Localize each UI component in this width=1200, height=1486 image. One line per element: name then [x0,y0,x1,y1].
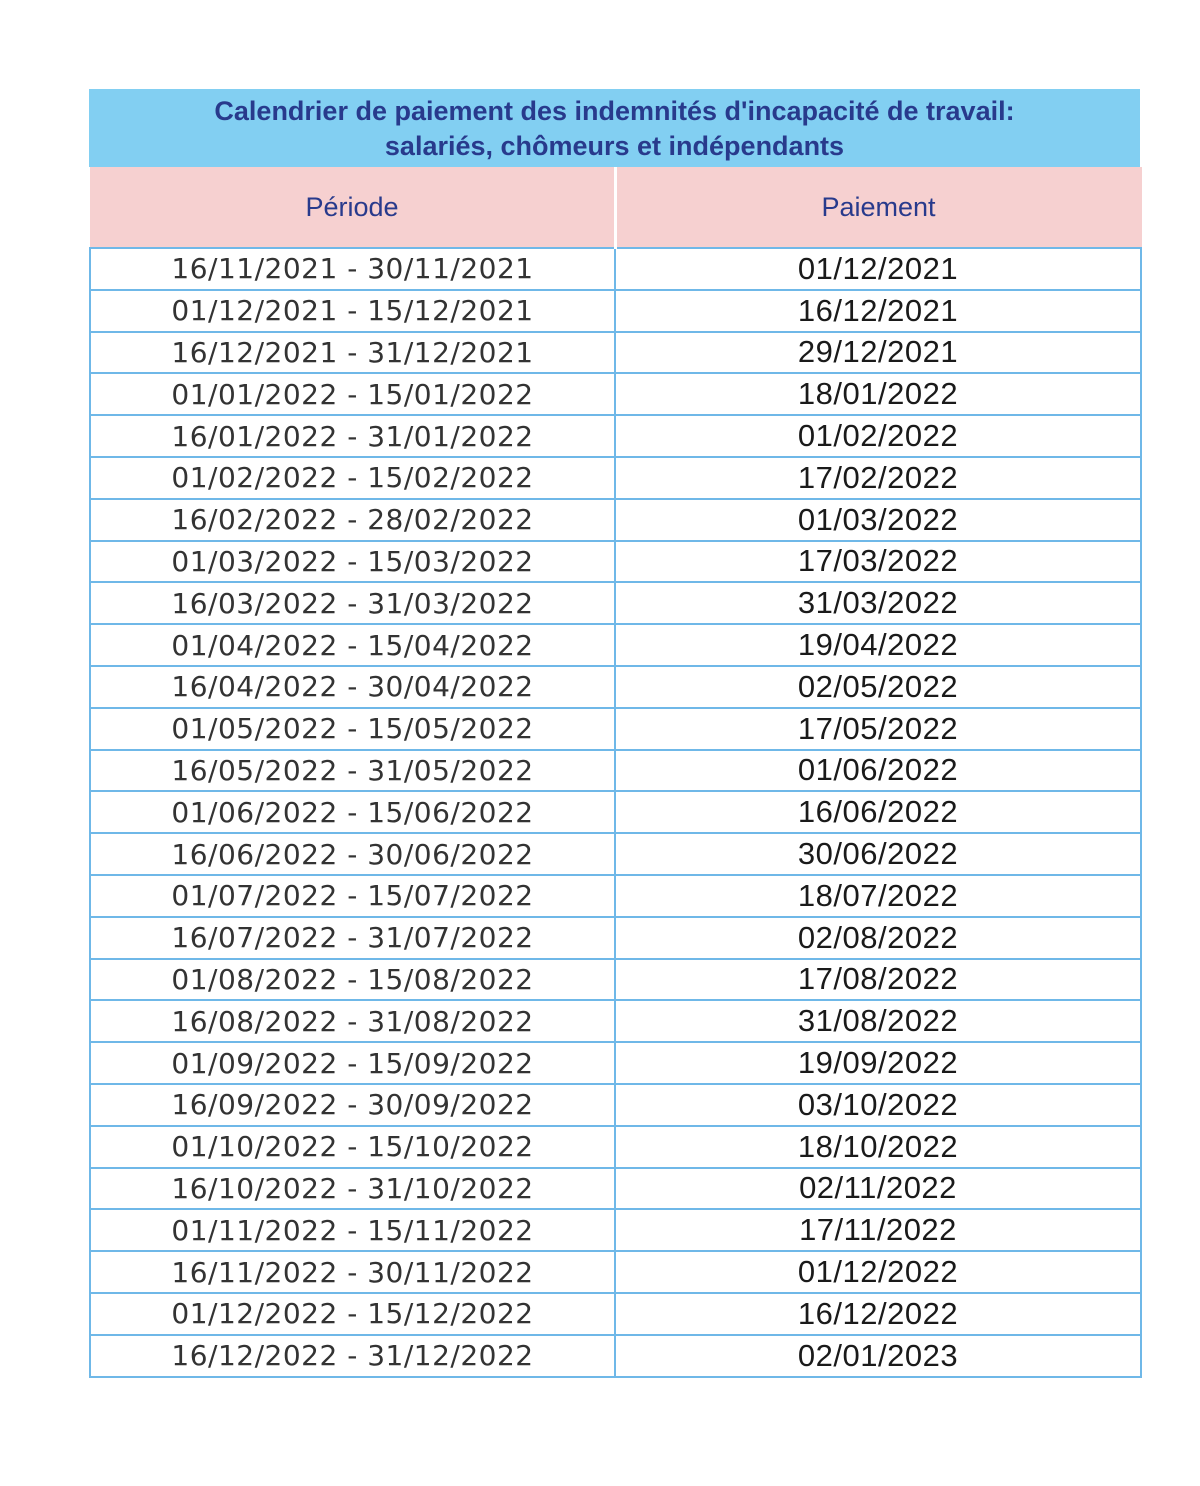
payment-date-cell: 18/01/2022 [615,373,1141,415]
table-row [90,624,1141,666]
table-row [90,1251,1141,1293]
period-cell: 01/12/2021 - 15/12/2021 [90,290,615,332]
table-body [90,248,1141,1377]
table-row [90,1000,1141,1042]
payment-date-cell: 02/11/2022 [615,1168,1141,1210]
table-row [90,750,1141,792]
period-cell: 16/04/2022 - 30/04/2022 [90,666,615,708]
payment-date-cell: 31/08/2022 [615,1000,1141,1042]
table-row [90,415,1141,457]
period-cell: 16/03/2022 - 31/03/2022 [90,582,615,624]
table-header-row [90,167,1141,248]
period-cell: 16/06/2022 - 30/06/2022 [90,833,615,875]
payment-date-cell: 01/12/2021 [615,248,1141,290]
period-cell: 16/02/2022 - 28/02/2022 [90,499,615,541]
payment-date-cell: 17/11/2022 [615,1209,1141,1251]
table-row [90,1335,1141,1377]
table-row [90,1209,1141,1251]
period-cell: 01/02/2022 - 15/02/2022 [90,457,615,499]
calendar-title [89,89,1140,167]
payment-date-cell: 19/09/2022 [615,1042,1141,1084]
payment-date-cell: 18/10/2022 [615,1126,1141,1168]
table-row [90,290,1141,332]
table-row [90,791,1141,833]
title-line-1: Calendrier de paiement des indemnités d'incapacité de travail: [214,96,1015,126]
period-cell: 01/09/2022 - 15/09/2022 [90,1042,615,1084]
payment-date-cell: 17/03/2022 [615,541,1141,583]
payment-date-cell: 16/12/2021 [615,290,1141,332]
period-cell: 01/04/2022 - 15/04/2022 [90,624,615,666]
payment-date-cell: 18/07/2022 [615,875,1141,917]
period-cell: 01/12/2022 - 15/12/2022 [90,1293,615,1335]
payment-date-cell: 03/10/2022 [615,1084,1141,1126]
table-row [90,959,1141,1001]
table-row [90,875,1141,917]
period-cell: 16/09/2022 - 30/09/2022 [90,1084,615,1126]
period-cell: 01/08/2022 - 15/08/2022 [90,959,615,1001]
table-row [90,1168,1141,1210]
period-cell: 16/07/2022 - 31/07/2022 [90,917,615,959]
period-cell: 01/10/2022 - 15/10/2022 [90,1126,615,1168]
column-header-period: Période [90,167,615,248]
period-cell: 16/12/2021 - 31/12/2021 [90,332,615,374]
payment-date-cell: 30/06/2022 [615,833,1141,875]
period-cell: 01/05/2022 - 15/05/2022 [90,708,615,750]
period-cell: 16/05/2022 - 31/05/2022 [90,750,615,792]
table-row [90,541,1141,583]
table-row [90,917,1141,959]
period-cell: 01/03/2022 - 15/03/2022 [90,541,615,583]
payment-date-cell: 01/03/2022 [615,499,1141,541]
table-row [90,1126,1141,1168]
period-cell: 16/12/2022 - 31/12/2022 [90,1335,615,1377]
period-cell: 01/07/2022 - 15/07/2022 [90,875,615,917]
period-cell: 16/11/2021 - 30/11/2021 [90,248,615,290]
payment-date-cell: 02/01/2023 [615,1335,1141,1377]
payment-date-cell: 01/02/2022 [615,415,1141,457]
payment-date-cell: 29/12/2021 [615,332,1141,374]
table-row [90,582,1141,624]
table-row [90,708,1141,750]
payment-date-cell: 17/08/2022 [615,959,1141,1001]
table-row [90,373,1141,415]
period-cell: 16/10/2022 - 31/10/2022 [90,1168,615,1210]
table-row [90,666,1141,708]
payment-date-cell: 31/03/2022 [615,582,1141,624]
table-row [90,1293,1141,1335]
payment-date-cell: 17/02/2022 [615,457,1141,499]
payment-date-cell: 01/12/2022 [615,1251,1141,1293]
table-row [90,1042,1141,1084]
table-row [90,499,1141,541]
payment-date-cell: 19/04/2022 [615,624,1141,666]
period-cell: 16/11/2022 - 30/11/2022 [90,1251,615,1293]
payment-date-cell: 02/05/2022 [615,666,1141,708]
payment-calendar [89,89,1140,1378]
payment-date-cell: 16/12/2022 [615,1293,1141,1335]
period-cell: 01/06/2022 - 15/06/2022 [90,791,615,833]
payment-date-cell: 16/06/2022 [615,791,1141,833]
table-row [90,457,1141,499]
table-row [90,1084,1141,1126]
period-cell: 16/08/2022 - 31/08/2022 [90,1000,615,1042]
period-cell: 16/01/2022 - 31/01/2022 [90,415,615,457]
payment-table [89,167,1142,1378]
title-line-2: salariés, chômeurs et indépendants [384,131,845,161]
table-row [90,248,1141,290]
period-cell: 01/11/2022 - 15/11/2022 [90,1209,615,1251]
period-cell: 01/01/2022 - 15/01/2022 [90,373,615,415]
table-row [90,332,1141,374]
column-header-payment: Paiement [615,167,1141,248]
payment-date-cell: 02/08/2022 [615,917,1141,959]
payment-date-cell: 17/05/2022 [615,708,1141,750]
table-row [90,833,1141,875]
payment-date-cell: 01/06/2022 [615,750,1141,792]
